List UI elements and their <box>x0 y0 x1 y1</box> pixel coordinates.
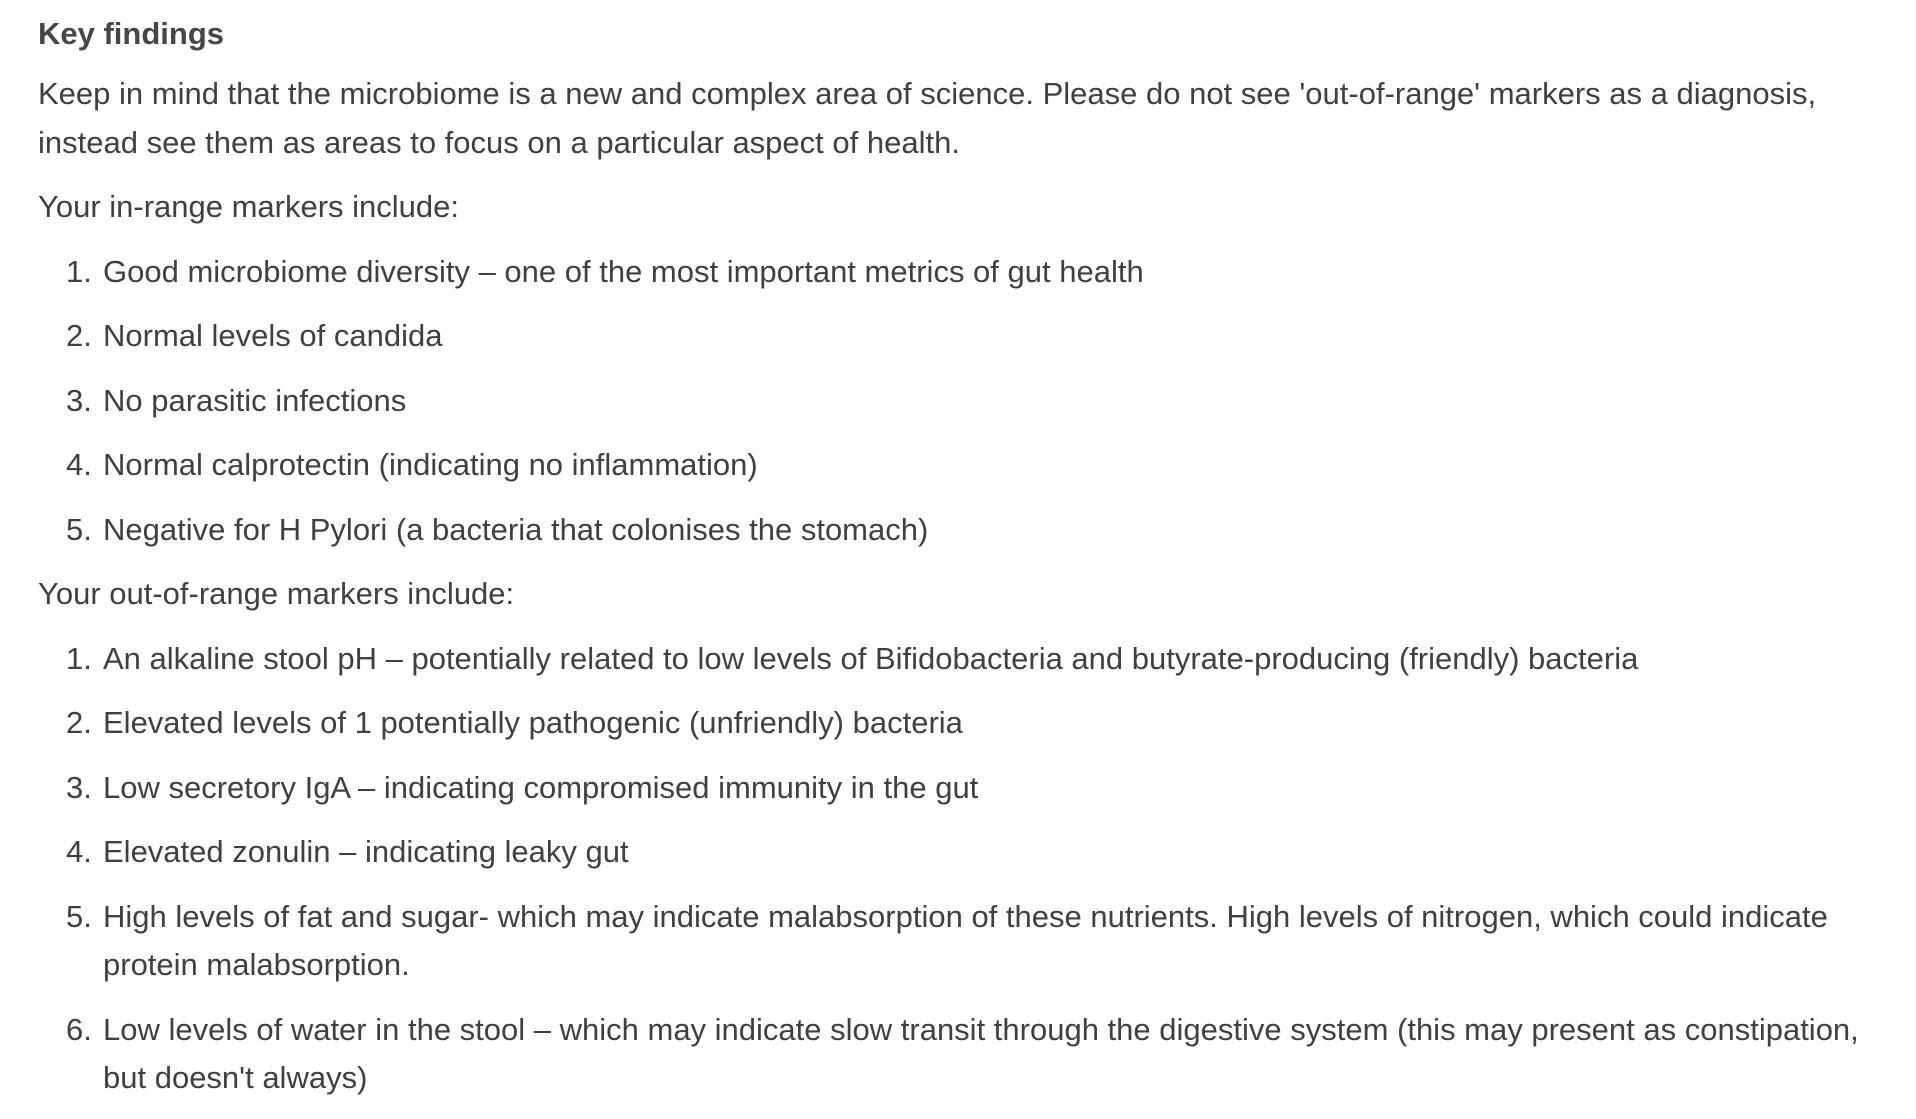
list-item-number: 2. <box>66 705 92 740</box>
intro-paragraph: Keep in mind that the microbiome is a new and complex area of science. Please do not see 'out-of-range' markers as a diagnosis, instead see them as areas to focus on a particular aspect of health. <box>38 76 1817 160</box>
list-item-number: 3. <box>66 769 92 805</box>
list-item <box>38 312 1888 361</box>
list-item-text: Low secretory IgA – indicating compromised immunity in the gut <box>103 769 979 805</box>
key-findings-section <box>38 0 1888 1119</box>
list-item <box>38 506 1888 555</box>
list-item <box>38 699 1888 748</box>
out-of-range-list <box>38 635 1888 1103</box>
section-heading: Key findings <box>38 16 225 51</box>
list-item-text: High levels of fat and sugar- which may indicate malabsorption of these nutrients. High levels of nitrogen, which could indicate protein malabsorption. <box>103 898 1828 982</box>
in-range-label: Your in-range markers include: <box>38 189 460 224</box>
list-item-text: An alkaline stool pH – potentially related to low levels of Bifidobacteria and butyrate-producing (friendly) bacteria <box>103 640 1639 676</box>
list-item-text: Low levels of water in the stool – which may indicate slow transit through the digestive system (this may present as constipation, but doesn't always) <box>103 1011 1859 1095</box>
list-item-number: 5. <box>66 511 92 547</box>
list-item <box>38 635 1888 684</box>
list-item-number: 1. <box>66 640 92 676</box>
list-item-text: Elevated zonulin – indicating leaky gut <box>103 834 629 869</box>
list-item-number: 4. <box>66 834 92 869</box>
list-item-text: Normal levels of candida <box>103 318 443 353</box>
list-item-number: 2. <box>66 318 92 353</box>
list-item <box>38 764 1888 813</box>
list-item-text: Good microbiome diversity – one of the most important metrics of gut health <box>103 253 1144 289</box>
list-item-number: 3. <box>66 382 92 418</box>
list-item-number: 6. <box>66 1011 92 1047</box>
list-item-text: No parasitic infections <box>103 382 407 418</box>
list-item-number: 4. <box>66 447 92 482</box>
list-item <box>38 441 1888 490</box>
list-item-number: 1. <box>66 253 92 289</box>
list-item <box>38 377 1888 426</box>
list-item <box>38 893 1888 990</box>
list-item-text: Negative for H Pylori (a bacteria that colonises the stomach) <box>103 511 929 547</box>
list-item-text: Elevated levels of 1 potentially pathogenic (unfriendly) bacteria <box>103 705 963 740</box>
out-of-range-label: Your out-of-range markers include: <box>38 576 515 611</box>
list-item <box>38 1006 1888 1103</box>
in-range-list <box>38 248 1888 555</box>
list-item-number: 5. <box>66 898 92 934</box>
list-item <box>38 828 1888 877</box>
list-item <box>38 248 1888 297</box>
list-item-text: Normal calprotectin (indicating no inflammation) <box>103 447 758 482</box>
